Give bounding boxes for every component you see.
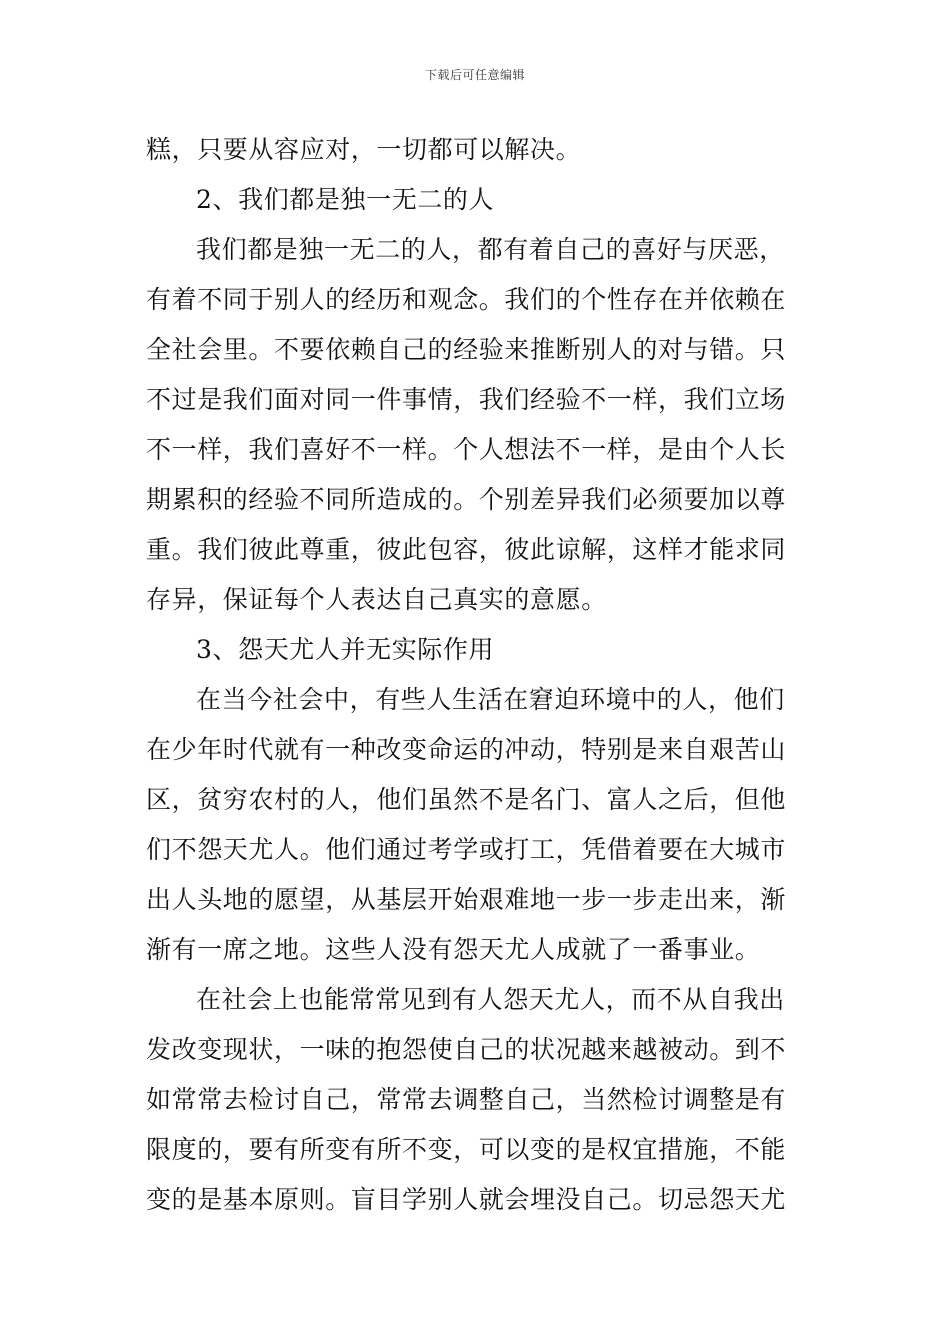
section-heading: 3、怨天尤人并无实际作用 <box>196 635 495 664</box>
body-line: 不一样，我们喜好不一样。个人想法不一样，是由个人长 <box>146 435 787 464</box>
body-line: 不过是我们面对同一件事情，我们经验不一样，我们立场 <box>146 385 787 414</box>
body-line: 区，贫穷农村的人，他们虽然不是名门、富人之后，但他 <box>146 785 787 814</box>
body-line: 限度的，要有所变有所不变，可以变的是权宜措施，不能 <box>146 1135 787 1164</box>
body-line: 有着不同于别人的经历和观念。我们的个性存在并依赖在 <box>146 285 787 314</box>
body-line: 全社会里。不要依赖自己的经验来推断别人的对与错。只 <box>146 335 787 364</box>
body-line: 期累积的经验不同所造成的。个别差异我们必须要加以尊 <box>146 485 787 514</box>
section-heading: 2、我们都是独一无二的人 <box>196 185 495 214</box>
body-line: 在少年时代就有一种改变命运的冲动，特别是来自艰苦山 <box>146 735 787 764</box>
body-line: 重。我们彼此尊重，彼此包容，彼此谅解，这样才能求同 <box>146 535 787 564</box>
page-header: 下载后可任意编辑 <box>424 68 525 82</box>
body-line: 发改变现状，一味的抱怨使自己的状况越来越被动。到不 <box>146 1035 787 1064</box>
body-line: 渐有一席之地。这些人没有怨天尤人成就了一番事业。 <box>146 935 761 964</box>
paragraph-first-line: 我们都是独一无二的人，都有着自己的喜好与厌恶， <box>196 235 785 264</box>
body-line: 存异，保证每个人表达自己真实的意愿。 <box>146 585 607 614</box>
body-line: 们不怨天尤人。他们通过考学或打工，凭借着要在大城市 <box>146 835 787 864</box>
body-line: 变的是基本原则。盲目学别人就会埋没自己。切忌怨天尤 <box>146 1185 787 1214</box>
body-line: 如常常去检讨自己，常常去调整自己，当然检讨调整是有 <box>146 1085 787 1114</box>
paragraph-first-line: 在当今社会中，有些人生活在窘迫环境中的人，他们 <box>196 685 785 714</box>
body-line: 糕，只要从容应对，一切都可以解决。 <box>146 135 582 164</box>
body-line: 出人头地的愿望，从基层开始艰难地一步一步走出来，渐 <box>146 885 787 914</box>
paragraph-first-line: 在社会上也能常常见到有人怨天尤人，而不从自我出 <box>196 985 785 1014</box>
